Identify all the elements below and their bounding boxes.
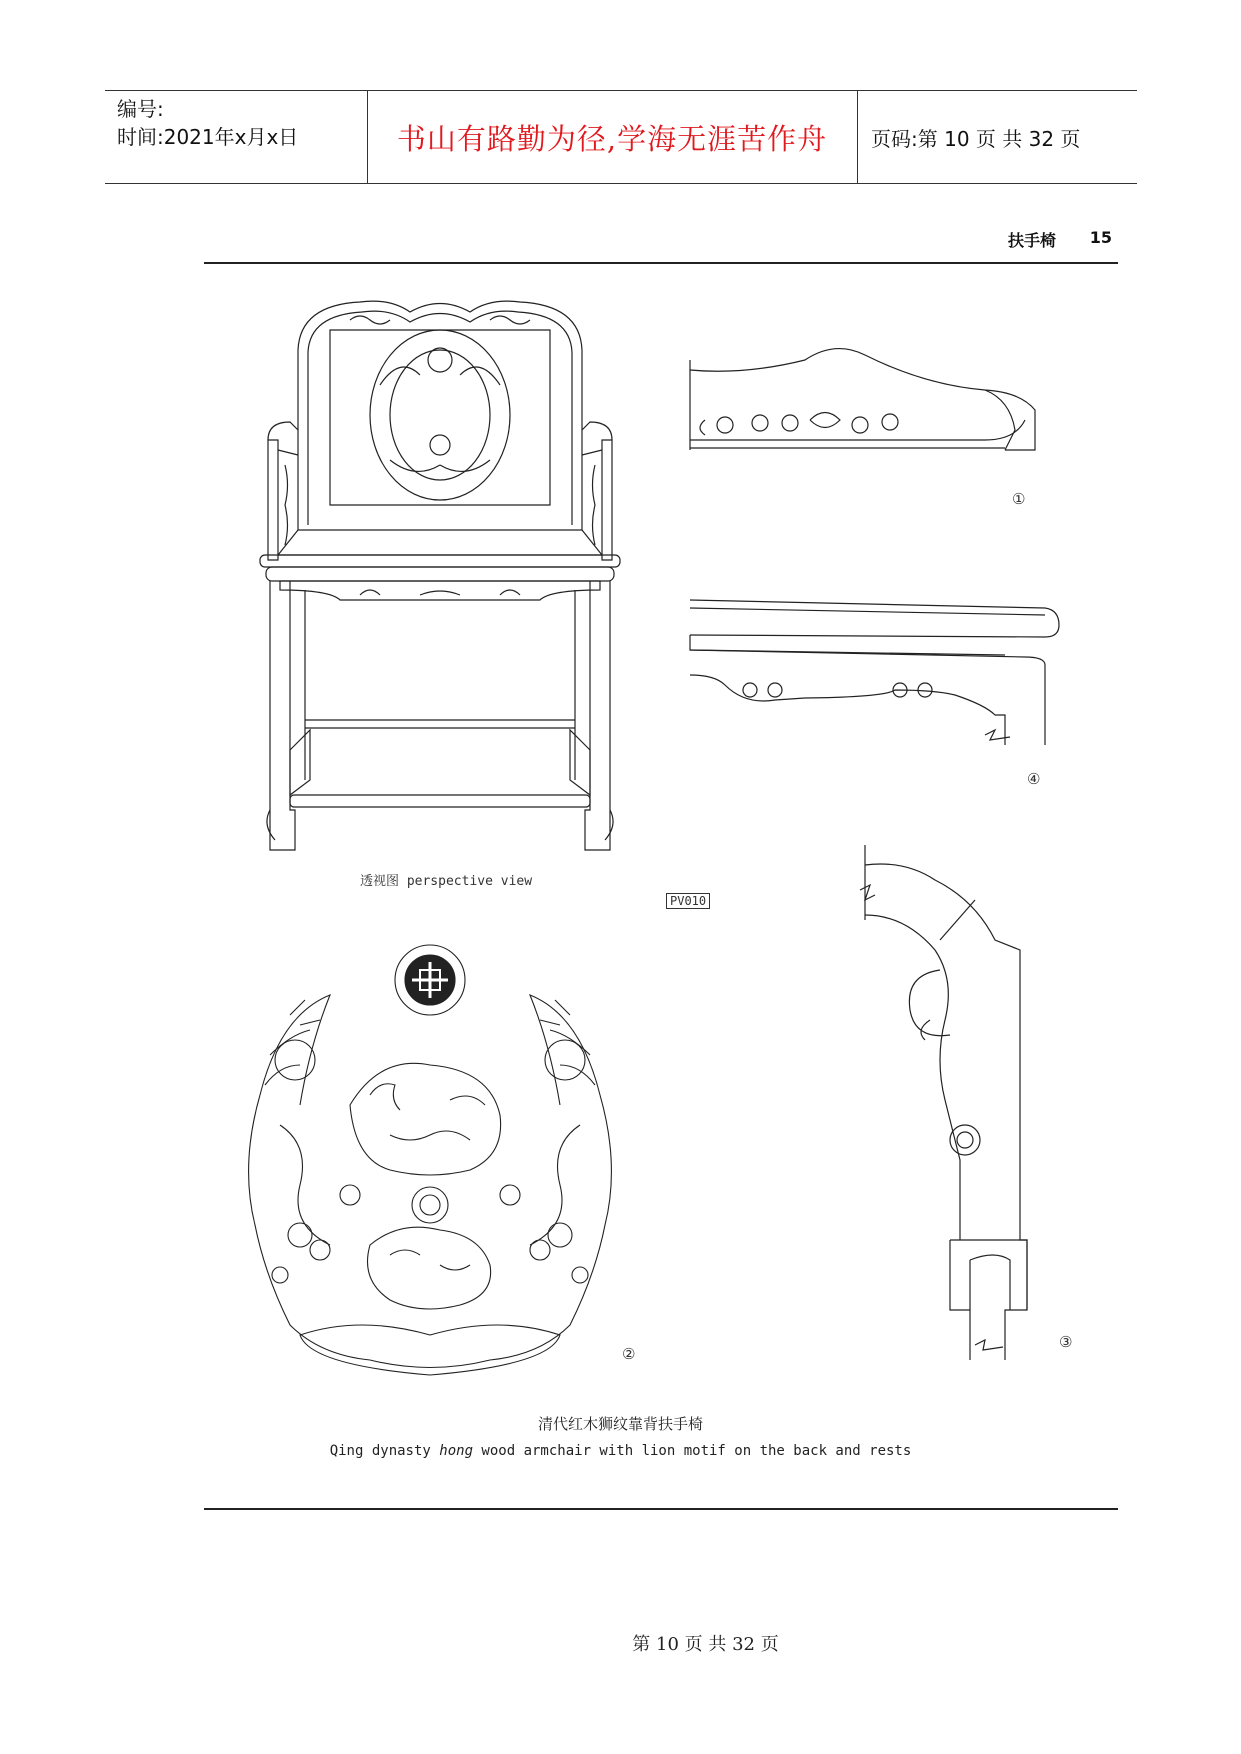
header-table xyxy=(105,90,1137,184)
marker-1: ① xyxy=(1012,490,1026,508)
seat-rail-detail-drawing xyxy=(685,595,1070,745)
time-label: 时间:2021年x月x日 xyxy=(117,125,299,149)
book-page-number: 15 xyxy=(1089,228,1112,247)
bottom-rule xyxy=(204,1508,1118,1510)
marker-2: ② xyxy=(622,1345,636,1363)
footer-page-number: 第 10 页 共 32 页 xyxy=(632,1634,779,1655)
caption-english-part-1: Qing dynasty xyxy=(329,1443,440,1459)
caption-english-italic: hong xyxy=(439,1443,473,1459)
figure-code: PV010 xyxy=(666,893,710,909)
marker-4: ④ xyxy=(1027,770,1041,788)
motto-text: 书山有路勤为径,学海无涯苦作舟 xyxy=(396,121,828,156)
running-head xyxy=(204,226,1118,264)
carved-back-panel-drawing xyxy=(240,935,620,1385)
crest-rail-detail-drawing xyxy=(685,340,1070,470)
chair-perspective-drawing xyxy=(250,290,630,870)
number-label: 编号: xyxy=(117,97,164,121)
arm-post-detail-drawing xyxy=(855,840,1055,1360)
perspective-caption: 透视图 perspective view xyxy=(360,874,533,889)
marker-3: ③ xyxy=(1059,1333,1073,1351)
figure-title-english xyxy=(0,1443,1241,1459)
header-page-cell xyxy=(857,91,1137,183)
caption-english-part-2: wood armchair with lion motif on the back and rests xyxy=(473,1443,912,1459)
header-motto-cell xyxy=(367,91,858,183)
header-meta-cell xyxy=(105,91,368,183)
page-info: 页码:第 10 页 共 32 页 xyxy=(871,126,1081,151)
section-title: 扶手椅 xyxy=(1007,231,1056,250)
figure-title-chinese: 清代红木狮纹靠背扶手椅 xyxy=(537,1415,703,1433)
